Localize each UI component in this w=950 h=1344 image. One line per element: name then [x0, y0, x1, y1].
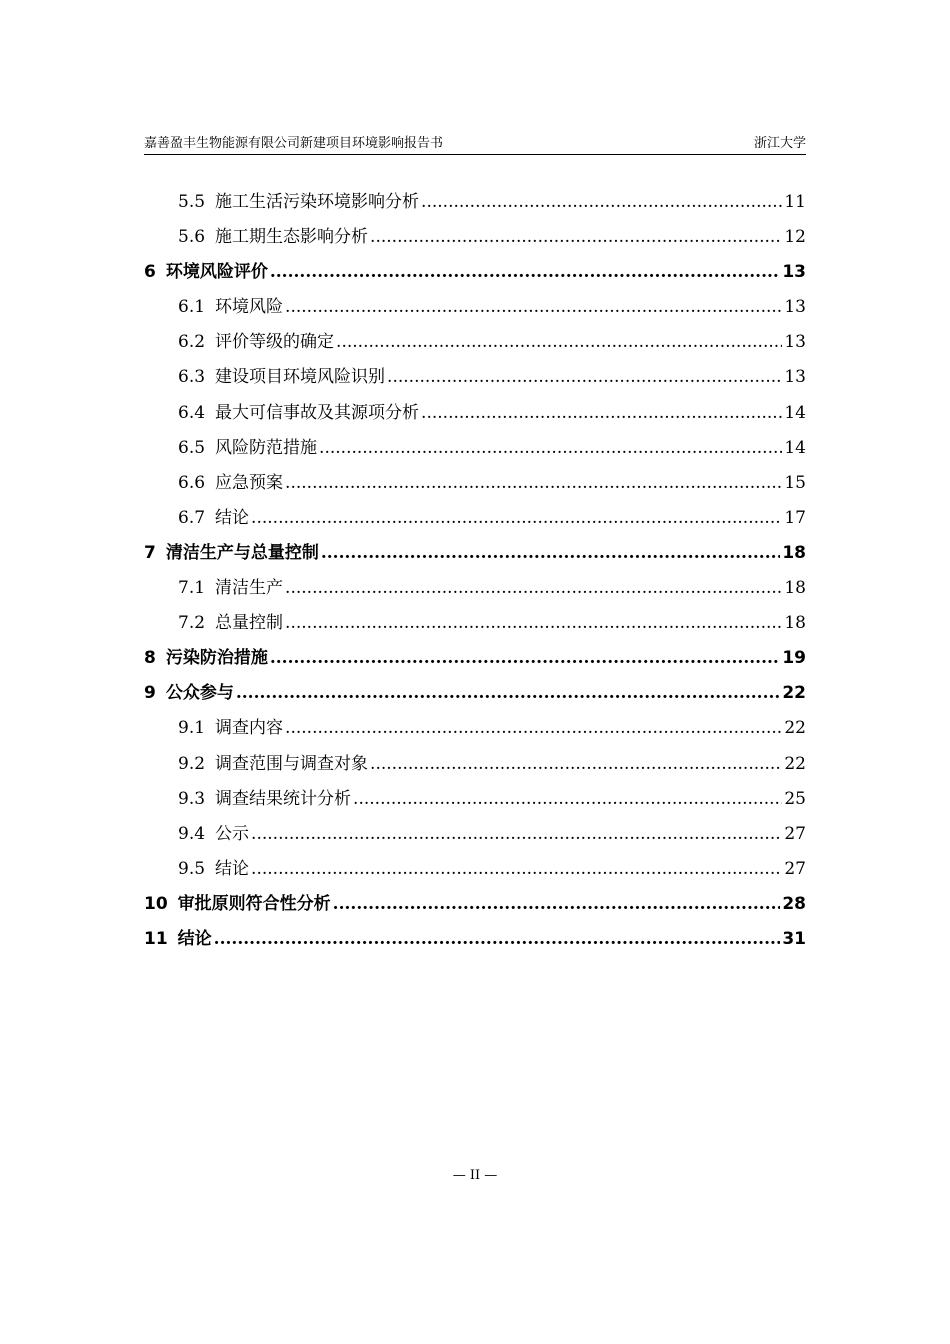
- toc-entry-title: 环境风险评价: [165, 262, 268, 283]
- toc-entry-page: 28: [782, 893, 806, 914]
- toc-entry-page: 25: [784, 788, 806, 809]
- document-title: 嘉善盈丰生物能源有限公司新建项目环境影响报告书: [144, 136, 444, 151]
- toc-entry-number: 9.3: [178, 788, 206, 809]
- toc-entry-number: 6.4: [178, 402, 206, 423]
- toc-entry-title: 调查范围与调查对象: [215, 753, 369, 774]
- toc-entry-title: 结论: [215, 507, 250, 528]
- page-header: [144, 136, 806, 155]
- toc-entry-number: 5.6: [178, 227, 206, 248]
- toc-section-entry[interactable]: [144, 189, 806, 224]
- toc-dot-leader: [370, 224, 782, 251]
- toc-entry-page: 19: [782, 648, 806, 669]
- toc-entry-title: 清洁生产与总量控制: [165, 542, 319, 563]
- toc-entry-page: 22: [782, 683, 806, 704]
- toc-entry-title: 调查结果统计分析: [215, 788, 352, 809]
- toc-entry-title: 风险防范措施: [215, 437, 318, 458]
- toc-entry-title: 总量控制: [215, 613, 284, 634]
- toc-entry-page: 13: [784, 297, 806, 318]
- toc-section-entry[interactable]: [144, 294, 806, 329]
- toc-entry-title: 施工期生态影响分析: [215, 227, 369, 248]
- toc-entry-number: 6.2: [178, 332, 206, 353]
- toc-dot-leader: [336, 329, 782, 356]
- toc-entry-page: 27: [784, 823, 806, 844]
- toc-dot-leader: [285, 470, 782, 497]
- toc-entry-title: 污染防治措施: [165, 648, 268, 669]
- toc-entry-title: 环境风险: [215, 297, 284, 318]
- toc-chapter-entry[interactable]: [144, 540, 806, 575]
- toc-entry-number: 6.5: [178, 437, 206, 458]
- toc-entry-title: 最大可信事故及其源项分析: [215, 402, 420, 423]
- page-number: — II —: [452, 1168, 498, 1183]
- toc-entry-title: 审批原则符合性分析: [177, 893, 331, 914]
- toc-dot-leader: [270, 259, 780, 286]
- toc-dot-leader: [421, 189, 782, 216]
- toc-dot-leader: [251, 821, 782, 848]
- toc-section-entry[interactable]: [144, 470, 806, 505]
- toc-entry-number: 9.2: [178, 753, 206, 774]
- toc-entry-title: 公示: [215, 823, 250, 844]
- toc-dot-leader: [319, 435, 782, 462]
- toc-section-entry[interactable]: [144, 575, 806, 610]
- toc-entry-page: 13: [782, 262, 806, 283]
- toc-dot-leader: [321, 540, 780, 567]
- toc-entry-title: 结论: [177, 928, 212, 949]
- toc-entry-number: 8: [144, 648, 156, 669]
- toc-entry-title: 结论: [215, 858, 250, 879]
- toc-chapter-entry[interactable]: [144, 926, 806, 961]
- toc-entry-number: 7.2: [178, 613, 206, 634]
- toc-entry-number: 6.3: [178, 367, 206, 388]
- toc-entry-number: 6: [144, 262, 156, 283]
- toc-section-entry[interactable]: [144, 715, 806, 750]
- toc-entry-page: 15: [784, 472, 806, 493]
- toc-dot-leader: [370, 751, 782, 778]
- toc-entry-page: 31: [782, 928, 806, 949]
- toc-entry-page: 22: [784, 718, 806, 739]
- toc-section-entry[interactable]: [144, 751, 806, 786]
- toc-entry-title: 评价等级的确定: [215, 332, 335, 353]
- toc-entry-number: 9.4: [178, 823, 206, 844]
- toc-entry-number: 7: [144, 542, 156, 563]
- toc-entry-number: 6.6: [178, 472, 206, 493]
- toc-dot-leader: [353, 786, 782, 813]
- toc-entry-title: 清洁生产: [215, 578, 284, 599]
- toc-section-entry[interactable]: [144, 610, 806, 645]
- toc-entry-page: 22: [784, 753, 806, 774]
- toc-entry-number: 6.7: [178, 507, 206, 528]
- toc-section-entry[interactable]: [144, 435, 806, 470]
- toc-dot-leader: [251, 505, 782, 532]
- toc-entry-number: 10: [144, 893, 168, 914]
- toc-section-entry[interactable]: [144, 224, 806, 259]
- toc-entry-page: 11: [784, 192, 806, 212]
- toc-section-entry[interactable]: [144, 856, 806, 891]
- toc-entry-page: 14: [784, 402, 806, 423]
- toc-dot-leader: [387, 364, 782, 391]
- toc-entry-number: 5.5: [178, 192, 206, 212]
- toc-entry-title: 调查内容: [215, 718, 284, 739]
- toc-dot-leader: [285, 715, 782, 742]
- toc-dot-leader: [251, 856, 782, 883]
- toc-section-entry[interactable]: [144, 400, 806, 435]
- toc-section-entry[interactable]: [144, 821, 806, 856]
- toc-entry-page: 18: [782, 542, 806, 563]
- toc-section-entry[interactable]: [144, 505, 806, 540]
- toc-chapter-entry[interactable]: [144, 645, 806, 680]
- toc-section-entry[interactable]: [144, 786, 806, 821]
- toc-entry-page: 18: [784, 578, 806, 599]
- toc-section-entry[interactable]: [144, 364, 806, 399]
- toc-entry-page: 18: [784, 613, 806, 634]
- toc-entry-number: 9.1: [178, 718, 206, 739]
- toc-entry-number: 6.1: [178, 297, 206, 318]
- toc-dot-leader: [270, 645, 780, 672]
- toc-entry-page: 17: [784, 507, 806, 528]
- toc-dot-leader: [285, 610, 782, 637]
- toc-entry-page: 13: [784, 367, 806, 388]
- toc-chapter-entry[interactable]: [144, 259, 806, 294]
- toc-entry-page: 12: [784, 227, 806, 248]
- toc-dot-leader: [214, 926, 781, 953]
- toc-entry-page: 14: [784, 437, 806, 458]
- toc-dot-leader: [285, 294, 782, 321]
- toc-dot-leader: [333, 891, 781, 918]
- toc-chapter-entry[interactable]: [144, 680, 806, 715]
- toc-entry-number: 9: [144, 683, 156, 704]
- toc-dot-leader: [421, 400, 782, 427]
- toc-entry-title: 施工生活污染环境影响分析: [215, 192, 420, 212]
- toc-entry-number: 11: [144, 928, 168, 949]
- toc-dot-leader: [236, 680, 780, 707]
- toc-dot-leader: [285, 575, 782, 602]
- toc-entry-title: 应急预案: [215, 472, 284, 493]
- toc-entry-page: 13: [784, 332, 806, 353]
- toc-entry-title: 公众参与: [165, 683, 234, 704]
- toc-entry-number: 9.5: [178, 858, 206, 879]
- toc-entry-page: 27: [784, 858, 806, 879]
- organization-name: 浙江大学: [753, 136, 806, 151]
- toc-chapter-entry[interactable]: [144, 891, 806, 926]
- table-of-contents: [144, 189, 806, 961]
- toc-section-entry[interactable]: [144, 329, 806, 364]
- toc-entry-title: 建设项目环境风险识别: [215, 367, 386, 388]
- toc-entry-number: 7.1: [178, 578, 206, 599]
